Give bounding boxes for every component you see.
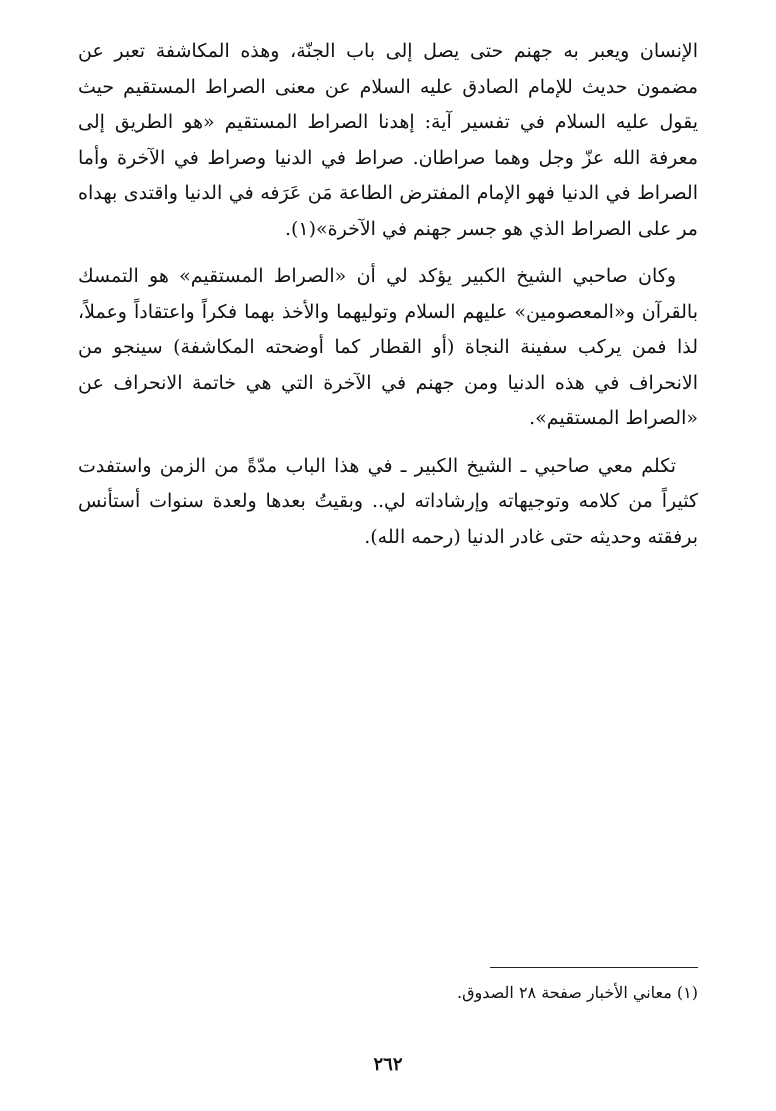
main-text — [78, 34, 698, 567]
footnote: (١) معاني الأخبار صفحة ٢٨ الصدوق. — [457, 983, 698, 1002]
paragraph-1: الإنسان ويعبر به جهنم حتى يصل إلى باب الجنّة، وهذه المكاشفة تعبر عن مضمون حديث للإمام الصادق عليه السلام عن معنى الصراط المستقيم حيث يقول عليه السلام في تفسير آية: إهدنا الصراط المستقيم «هو الطريق إلى معرفة الله عزّ وجل وهما صراطان. صراط في الدنيا وصراط في الآخرة وأما الصراط في الدنيا فهو الإمام المفترض الطاعة مَن عَرَفه في الدنيا واقتدى بهداه مر على الصراط الذي هو جسر جهنم في الآخرة»(١). — [78, 40, 698, 240]
paragraph-3: تكلم معي صاحبي ـ الشيخ الكبير ـ في هذا الباب مدّةً من الزمن واستفدت كثيراً من كلامه وتوجيهاته وإرشاداته لي.. وبقيتُ بعدها ولعدة سنوات أستأنس برفقته وحديثه حتى غادر الدنيا (رحمه الله). — [78, 454, 698, 548]
paragraph-2: وكان صاحبي الشيخ الكبير يؤكد لي أن «الصراط المستقيم» هو التمسك بالقرآن و«المعصومين» عليهم السلام وتوليهما والأخذ بهما فكراً واعتقاداً وعملاً، لذا فمن يركب سفينة النجاة (أو القطار كما أوضحته المكاشفة) سينجو من الانحراف في هذه الدنيا ومن جهنم في الآخرة التي هي خاتمة الانحراف عن «الصراط المستقيم». — [78, 265, 698, 429]
footnote-divider — [490, 967, 698, 968]
page-number: ٢٦٢ — [373, 1054, 403, 1075]
